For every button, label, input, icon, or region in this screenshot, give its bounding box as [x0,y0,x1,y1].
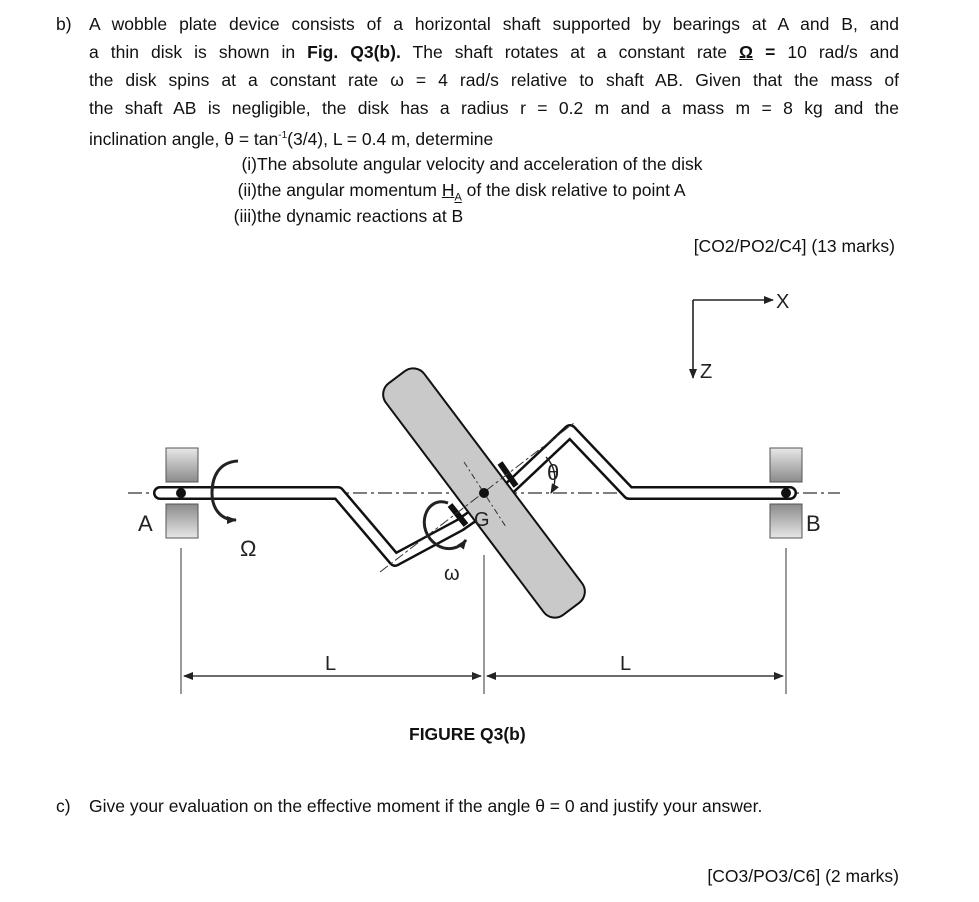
omega-symbol: Ω [739,42,754,62]
part-b-marks: [CO2/PO2/C4] (13 marks) [693,236,895,256]
capital-omega-label: Ω [240,536,257,561]
question-line-2: a thin disk is shown in Fig. Q3(b). The shaft rotates at a constant rate Ω = 10 rad/s and [89,42,899,62]
g-label: G [474,509,490,531]
dimension-l-left: L [325,653,337,675]
z-axis-label: Z [700,361,713,383]
omega-label: ω [444,563,460,585]
figure-reference: Fig. Q3(b). [307,42,401,62]
figure-caption: FIGURE Q3(b) [409,724,526,744]
b-label: B [806,511,821,536]
coordinate-axes [693,291,789,383]
question-line-1: A wobble plate device consists of a horizontal shaft supported by bearings at A and B, and [89,14,899,34]
x-axis-label: X [776,291,790,313]
item-2-text: the angular momentum $H_A$ of the disk relative to point A [257,180,686,204]
dimension-lines [181,548,786,694]
theta-label: θ [547,460,560,485]
item-3-text: the dynamic reactions at B [257,206,464,226]
question-line-3: the disk spins at a constant rate ω = 4 rad/s relative to shaft AB. Given that the mass of [89,70,899,90]
part-c-label: c) [56,796,71,816]
part-c-question: Give your evaluation on the effective moment if the angle θ = 0 and justify your answer. [89,796,763,816]
a-label: A [138,511,153,536]
item-2-number: (ii) [237,180,257,200]
item-1-text: The absolute angular velocity and acceleration of the disk [257,154,703,174]
question-line-5: inclination angle, $\theta = \tan^{-1}(3/4)$, L = 0.4 m, determine [89,128,494,149]
angular-momentum-symbol: H [441,180,455,200]
item-3-number: (iii) [233,206,257,226]
part-b-label: b) [56,14,72,34]
mass-center-point [479,488,489,498]
question-line-4: the shaft AB is negligible, the disk has a radius r = 0.2 m and a mass m = 8 kg and the [89,98,899,118]
item-1-number: (i) [241,154,257,174]
part-c-marks: [CO3/PO3/C6] (2 marks) [707,866,899,886]
dimension-l-right: L [620,653,632,675]
